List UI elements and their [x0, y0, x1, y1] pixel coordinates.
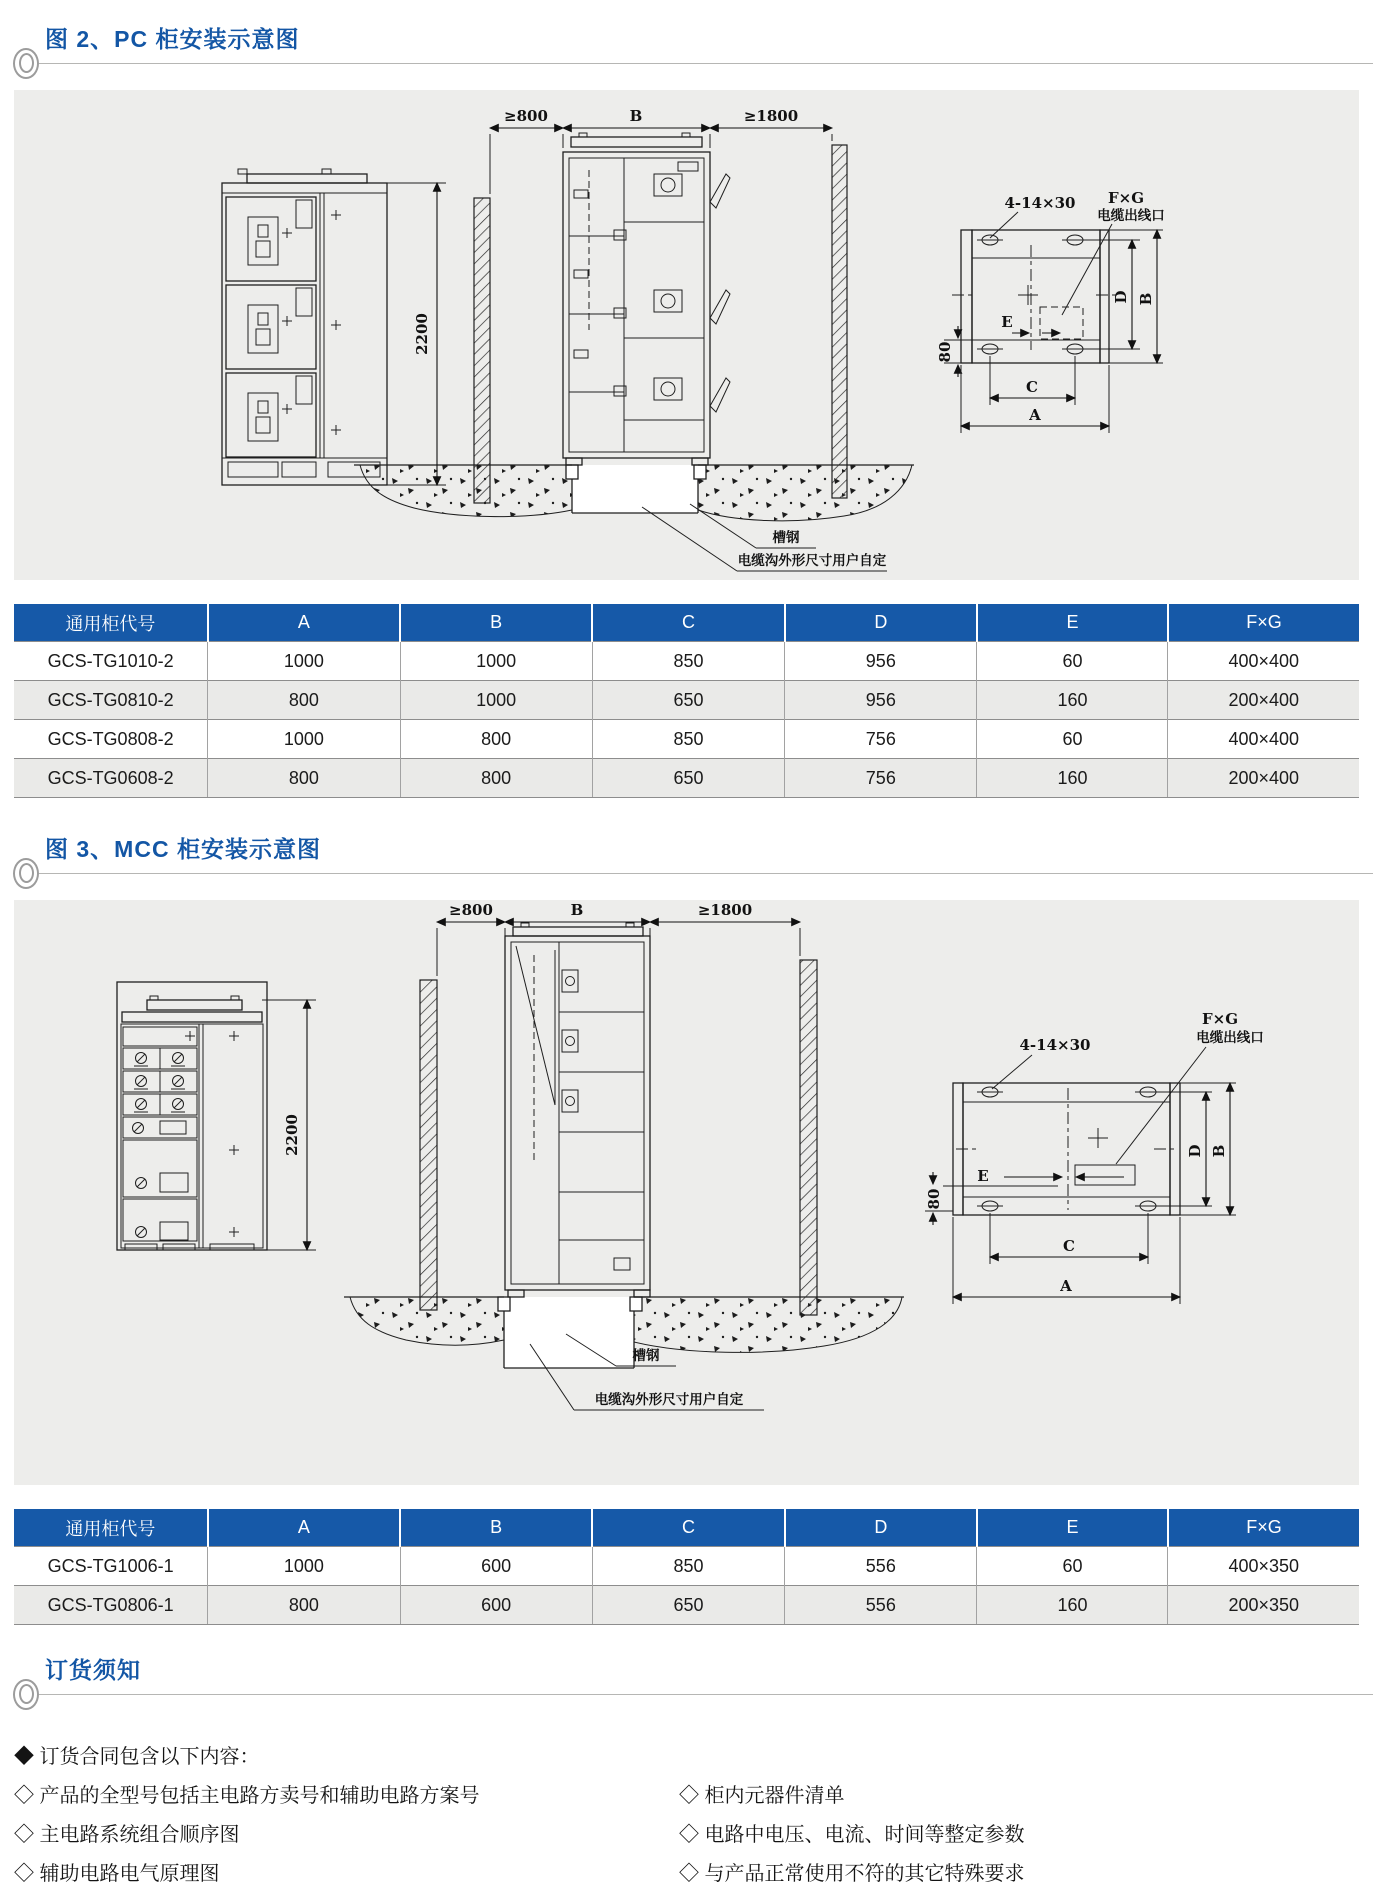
cell: 200×400 [1168, 681, 1359, 720]
dim-label-e: E [1001, 313, 1013, 331]
list-item: ◇ 辅助电路电气原理图 [14, 1863, 220, 1885]
cell: GCS-TG0808-2 [14, 720, 208, 759]
cell: 800 [208, 1586, 400, 1625]
cell: 400×350 [1168, 1547, 1359, 1586]
pc-dimension-table [14, 604, 1359, 798]
table-row [14, 1547, 1359, 1586]
fig2-diagram-panel [14, 90, 1359, 580]
dim-label-front-clearance: ≥800 [449, 901, 493, 919]
cell: 1000 [208, 720, 400, 759]
col-header-a: A [208, 1509, 400, 1547]
dim-label-b-plan: B [1137, 292, 1155, 306]
cell: 850 [592, 720, 784, 759]
cell: 800 [208, 681, 400, 720]
dim-label-rear-clearance: ≥1800 [697, 901, 753, 919]
mcc-drawer-row [123, 1094, 197, 1115]
list-item: ◇ 电路中电压、电流、时间等整定参数 [679, 1824, 1025, 1846]
col-header-c: C [592, 1509, 784, 1547]
cell: 60 [977, 720, 1168, 759]
cell: GCS-TG0608-2 [14, 759, 208, 798]
col-header-fxg: F×G [1168, 604, 1359, 642]
dim-label-e: E [977, 1167, 989, 1185]
table-row [14, 1586, 1359, 1625]
pc-compartment [226, 197, 316, 281]
cell: 650 [592, 759, 784, 798]
mcc-compartment [123, 1199, 197, 1241]
cell: 850 [592, 1547, 784, 1586]
col-header-c: C [592, 604, 784, 642]
cable-opening-size-label: F×G [1201, 1010, 1239, 1028]
cell: 160 [977, 681, 1168, 720]
cell: 60 [977, 1547, 1168, 1586]
table-row [14, 681, 1359, 720]
ordering-notice-list [14, 1735, 1359, 1891]
col-header-d: D [785, 604, 977, 642]
cell: 556 [785, 1547, 977, 1586]
cell: 60 [977, 642, 1168, 681]
table-row [14, 759, 1359, 798]
cell: GCS-TG1010-2 [14, 642, 208, 681]
cell: 400×400 [1168, 720, 1359, 759]
rule-line [39, 873, 1373, 874]
mcc-drawer-row [123, 1048, 197, 1069]
cable-opening-label: 电缆出线口 [1196, 1030, 1264, 1045]
cell: 200×400 [1168, 759, 1359, 798]
dim-label-a: A [1060, 1277, 1072, 1295]
ordering-intro: ◆ 订货合同包含以下内容： [14, 1746, 260, 1768]
dim-label-80: 80 [925, 1188, 943, 1210]
cell: 600 [400, 1586, 592, 1625]
mounting-holes-label: 4-14×30 [1019, 1036, 1091, 1054]
channel-steel-label: 槽钢 [632, 1348, 660, 1363]
mcc-drawer-row [123, 1071, 197, 1092]
fig3-title: 图 3、MCC 柜安装示意图 [45, 836, 321, 862]
fig2-heading [0, 24, 1373, 78]
fig3-diagram-panel [14, 900, 1359, 1485]
trench-note-label: 电缆沟外形尺寸用户自定 [737, 553, 887, 568]
col-header-b: B [400, 1509, 592, 1547]
cell: 800 [400, 759, 592, 798]
cell: GCS-TG0810-2 [14, 681, 208, 720]
dim-label-c: C [1026, 378, 1038, 396]
mcc-drawer-row [123, 1117, 197, 1138]
table-header-row [14, 604, 1359, 642]
dim-label-c: C [1063, 1237, 1075, 1255]
notice-title: 订货须知 [45, 1657, 141, 1683]
table-row [14, 642, 1359, 681]
rule-line [39, 63, 1373, 64]
dim-label-width-b: B [570, 901, 584, 919]
table-row [14, 720, 1359, 759]
channel-steel-label: 槽钢 [772, 530, 800, 545]
mcc-section-view [420, 901, 817, 1315]
cell: 160 [977, 1586, 1168, 1625]
list-item: ◇ 主电路系统组合顺序图 [14, 1824, 240, 1846]
cell: 650 [592, 681, 784, 720]
col-header-code: 通用柜代号 [14, 1509, 208, 1547]
dim-label-80: 80 [936, 341, 954, 363]
pc-trench [354, 465, 914, 521]
cable-opening-label: 电缆出线口 [1097, 208, 1165, 223]
cell: 556 [785, 1586, 977, 1625]
dim-label-rear-clearance: ≥1800 [743, 107, 799, 125]
dim-label-d: D [1112, 290, 1130, 304]
cell: 400×400 [1168, 642, 1359, 681]
cell: 756 [785, 720, 977, 759]
col-header-code: 通用柜代号 [14, 604, 208, 642]
cell: GCS-TG1006-1 [14, 1547, 208, 1586]
col-header-fxg: F×G [1168, 1509, 1359, 1547]
cell: 1000 [400, 642, 592, 681]
cell: 650 [592, 1586, 784, 1625]
cell: 956 [785, 642, 977, 681]
cell: GCS-TG0806-1 [14, 1586, 208, 1625]
fig3-heading [0, 834, 1373, 888]
ring-ornament-icon [13, 48, 39, 79]
dim-label-a: A [1029, 406, 1041, 424]
pc-front-view [222, 169, 446, 485]
ring-ornament-icon [13, 858, 39, 889]
dim-label-width-b: B [629, 107, 643, 125]
cell: 800 [208, 759, 400, 798]
cell: 756 [785, 759, 977, 798]
mounting-holes-label: 4-14×30 [1004, 194, 1076, 212]
mounting-hole-icon [977, 1087, 1161, 1211]
fig2-title: 图 2、PC 柜安装示意图 [45, 26, 300, 52]
pc-compartment [226, 285, 316, 369]
cell: 200×350 [1168, 1586, 1359, 1625]
col-header-a: A [208, 604, 400, 642]
pc-installation-diagram [14, 90, 1359, 580]
dim-label-2200: 2200 [413, 313, 431, 355]
pc-plan-view [936, 189, 1165, 433]
list-item: ◇ 与产品正常使用不符的其它特殊要求 [679, 1863, 1025, 1885]
cell: 800 [400, 720, 592, 759]
cell: 600 [400, 1547, 592, 1586]
mcc-front-view [117, 982, 316, 1250]
mcc-plan-view [925, 1010, 1264, 1304]
dim-label-b-plan: B [1210, 1144, 1228, 1158]
trench-note-label: 电缆沟外形尺寸用户自定 [594, 1392, 744, 1407]
col-header-e: E [977, 604, 1168, 642]
cable-opening-size-label: F×G [1107, 189, 1145, 207]
dim-label-2200: 2200 [283, 1114, 301, 1156]
cell: 1000 [400, 681, 592, 720]
cell: 1000 [208, 1547, 400, 1586]
dim-label-d: D [1186, 1144, 1204, 1158]
cell: 956 [785, 681, 977, 720]
mcc-compartment [123, 1140, 197, 1197]
rule-line [39, 1694, 1373, 1695]
table-header-row [14, 1509, 1359, 1547]
cell: 160 [977, 759, 1168, 798]
pc-section-view [474, 107, 847, 503]
mcc-installation-diagram [14, 900, 1359, 1485]
cell: 850 [592, 642, 784, 681]
notice-heading [0, 1655, 1373, 1709]
cell: 1000 [208, 642, 400, 681]
dim-label-front-clearance: ≥800 [504, 107, 548, 125]
col-header-e: E [977, 1509, 1168, 1547]
list-item: ◇ 产品的全型号包括主电路方卖号和辅助电路方案号 [14, 1785, 480, 1807]
ring-ornament-icon [13, 1679, 39, 1710]
pc-compartment [226, 373, 316, 457]
list-item: ◇ 柜内元器件清单 [679, 1785, 845, 1807]
mcc-dimension-table [14, 1509, 1359, 1625]
col-header-d: D [785, 1509, 977, 1547]
col-header-b: B [400, 604, 592, 642]
section-rule [0, 1679, 1373, 1709]
